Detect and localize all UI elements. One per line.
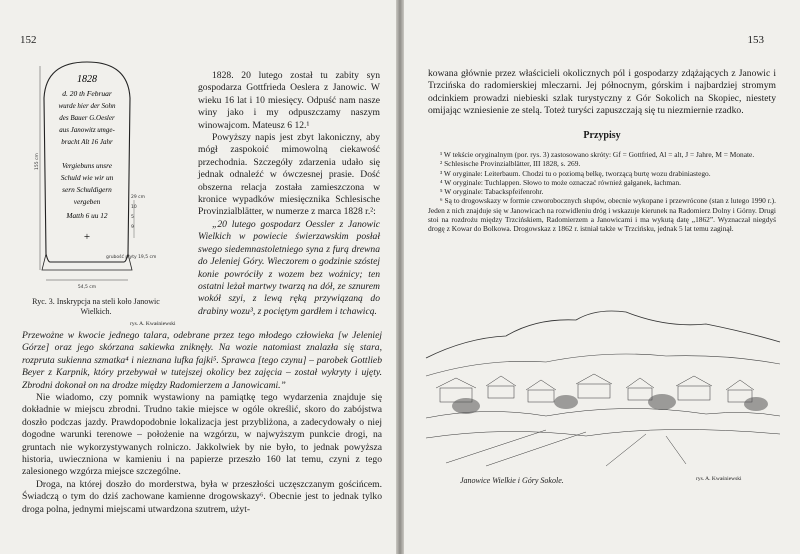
right-top-text: kowana głównie przez właścicieli okolicznych pól i gospodarzy zdążających z Janowic i Trzcińska do radomierskiej mleczarni. Jej północnym, górskim i najbardziej stromym odcinkiem prowadzi niebieski szlak turystyczny z Gór Sokolich na Skopiec, niestety omijając wzniesienie ze stelą. Toteż turyści zapuszczają się tu niezmiernie rzadko. [428,68,776,117]
left-page [0,0,396,554]
page-number-right: 153 [747,34,764,46]
page-number-left: 152 [20,34,37,46]
dim-height: 155 cm [35,153,40,170]
stele-line-10: vergeben [73,197,101,206]
figure-credit-left: rys. A. Kwaśniewski [130,321,176,327]
dim-a: 10 [131,205,137,210]
stele-line-4: des Bauer G.Oesler [59,114,115,122]
footnote-3: ³ W oryginale: Leiterbaum. Chodzi tu o poziomą belkę, tworzącą burtę wozu drabiniastego. [440,168,711,178]
footnote-1: ¹ W tekście oryginalnym (por. rys. 3) zastosowano skróty: Gf = Gottfried, Al = alt, J = Jahre, M = Monate. [440,150,755,159]
paragraph-location: Nie wiadomo, czy pomnik wystawiony na pamiątkę tego wydarzenia znajduje się dokładnie w miejscu zbrodni. Trudno takie miejsce w ogóle określić, skoro do zabójstwa doszło podczas jazdy. Prawdopodobnie lokalizacja jest przybliżona, a zadecydowały o niej dogodne warunki terenowe – położenie na wzgórzu, w najwyższym punkcie drogi, na gruntach nie wykorzystywanych rolniczo. Jakkolwiek by nie było, to jednak powyższa historia, uwieczniona w kamieniu i na papierze przeszło 160 lat temu, czyni z tego zalesionego wzgórza miejsce szczególne. [22,392,382,478]
footnote-6: ⁶ Są to drogowskazy w formie czworobocznych słupów, obecnie wykopane i przewrócone (stan z lutego 1990 r.). Jeden z nich znajduje się w Janowicach na rozwidleniu dróg i wskazuje kierunek na Radomierz Dolny i Górny. Drugi stoi na rozdrożu między Trzcińskiem, Radomierzem a Janowicami i ma wykutą datę „1862”. Wyznaczał niegdyś drogę z Kowar do Bolkowa. Drogowskaz z 1862 r. istniał także w Trzcińsku, jednak 5 lat temu zaginął. [428,196,776,234]
stele-cross: + [83,231,91,243]
dim-top: 29 cm [131,195,146,200]
village-landscape-sketch [426,298,780,468]
right-page [404,0,800,554]
left-full-text [22,330,382,516]
inscription-translation: 1828. 20 lutego został tu zabity syn gospodarza Gottfrieda Oeslera z Janowic. W wieku 16 lat i 10 miesięcy. Odpuść nam nasze winy jako i my odpuszczamy naszym winowajcom. Mateusz 6 12.¹ [198,70,380,131]
footnote-5: ⁵ W oryginale: Tabackspfeifenrohr. [440,187,544,197]
dim-c: 9 [131,225,134,230]
stele-drawing [35,58,157,290]
quote-continuation: Przewożne w kwocie jednego talara, odebrane przez tego młodego człowieka [w Jeleniej Górze] oraz jego skórzana sakiewka zniknęły. Na wozie natomiast znalazła się stara, rozpruta sukienna szmatka⁴ i nieznana lufka fajki⁵. Sprawca [tego czynu] – parobek Gottlieb Beyer z Karpnik, który przebywał w tutejszej okolicy bez zajęcia – został wykryty i ujęty. Zbrodni dokonał on na drodze między Radomierzem a Janowicami.” [22,330,382,391]
stele-line-5: aus Janowitz umge- [59,126,115,134]
dim-b: 5 [131,215,134,220]
footnotes-list [428,150,776,234]
figure-caption: Ryc. 3. Inskrypcja na steli koło Janowic Wielkich. [32,297,160,316]
stele-line-8: Schuld wie wir un [60,173,114,182]
stele-line-6: bracht Alt 16 Jahr [61,138,113,146]
stele-line-2: d. 20 th Februar [62,89,112,98]
stele-line-3: wurde hier der Sohn [58,102,116,110]
stele-line-7: Vergiebuns unsre [62,161,112,170]
footnote-2: ² Schlesische Provinzialblätter, III 1828, s. 269. [440,159,581,169]
stele-line-9: sern Schuldigern [62,185,112,194]
dim-width: 54,5 cm [77,285,97,290]
stele-line-11: Matth 6 uu 12 [66,211,108,220]
figure-credit-right: rys. A. Kwaśniewski [696,476,742,482]
quote-column: „20 lutego gospodarz Oessler z Janowic Wielkich w powiecie świerzawskim posłał swego siedemnastoletniego syna z furą drewna do Jeleniej Góry. Wieczorem o godzinie szóstej konie powróciły z wozem bez woźnicy; ten ostatni leżał martwy twarzą na dół, ze sznurem wokół szyi, z lewą ręką przywiązaną do drabiny wozu³, z pociętym gardłem i tchawicą. [198,218,380,317]
book-gutter [396,0,404,554]
dim-thickness: grubość płyty 19,5 cm [106,255,157,260]
side-column [198,70,380,318]
paragraph-road: Droga, na której doszło do morderstwa, była w przeszłości uczęszczanym gościńcem. Świadczą o tym do dziś zachowane kamienne drogowskazy⁶. Obecnie jest to jednak tylko droga polna, jednymi miejscami utwardzona szutrem, użyt- [22,478,382,515]
footnotes-heading: Przypisy [583,130,621,141]
stele-line-1: 1828 [77,74,97,85]
intro-paragraph: Powyższy napis jest zbyt lakoniczny, aby mógł zaspokoić mimowolną ciekawość przechodnia. Szczegóły zdarzenia udało się jednak odnaleźć w ówczesnej prasie. Dość obszerna relacja została zamieszczona w kronice wypadków miesięcznika Schlesische Provinzialblätter, w numerze z marca 1828 r.²: [198,132,380,218]
footnote-4: ⁴ W oryginale: Tuchlappen. Słowo to może oznaczać również gałganek, łachman. [440,177,681,187]
sketch-caption: Janowice Wielkie i Góry Sokole. [460,476,564,485]
